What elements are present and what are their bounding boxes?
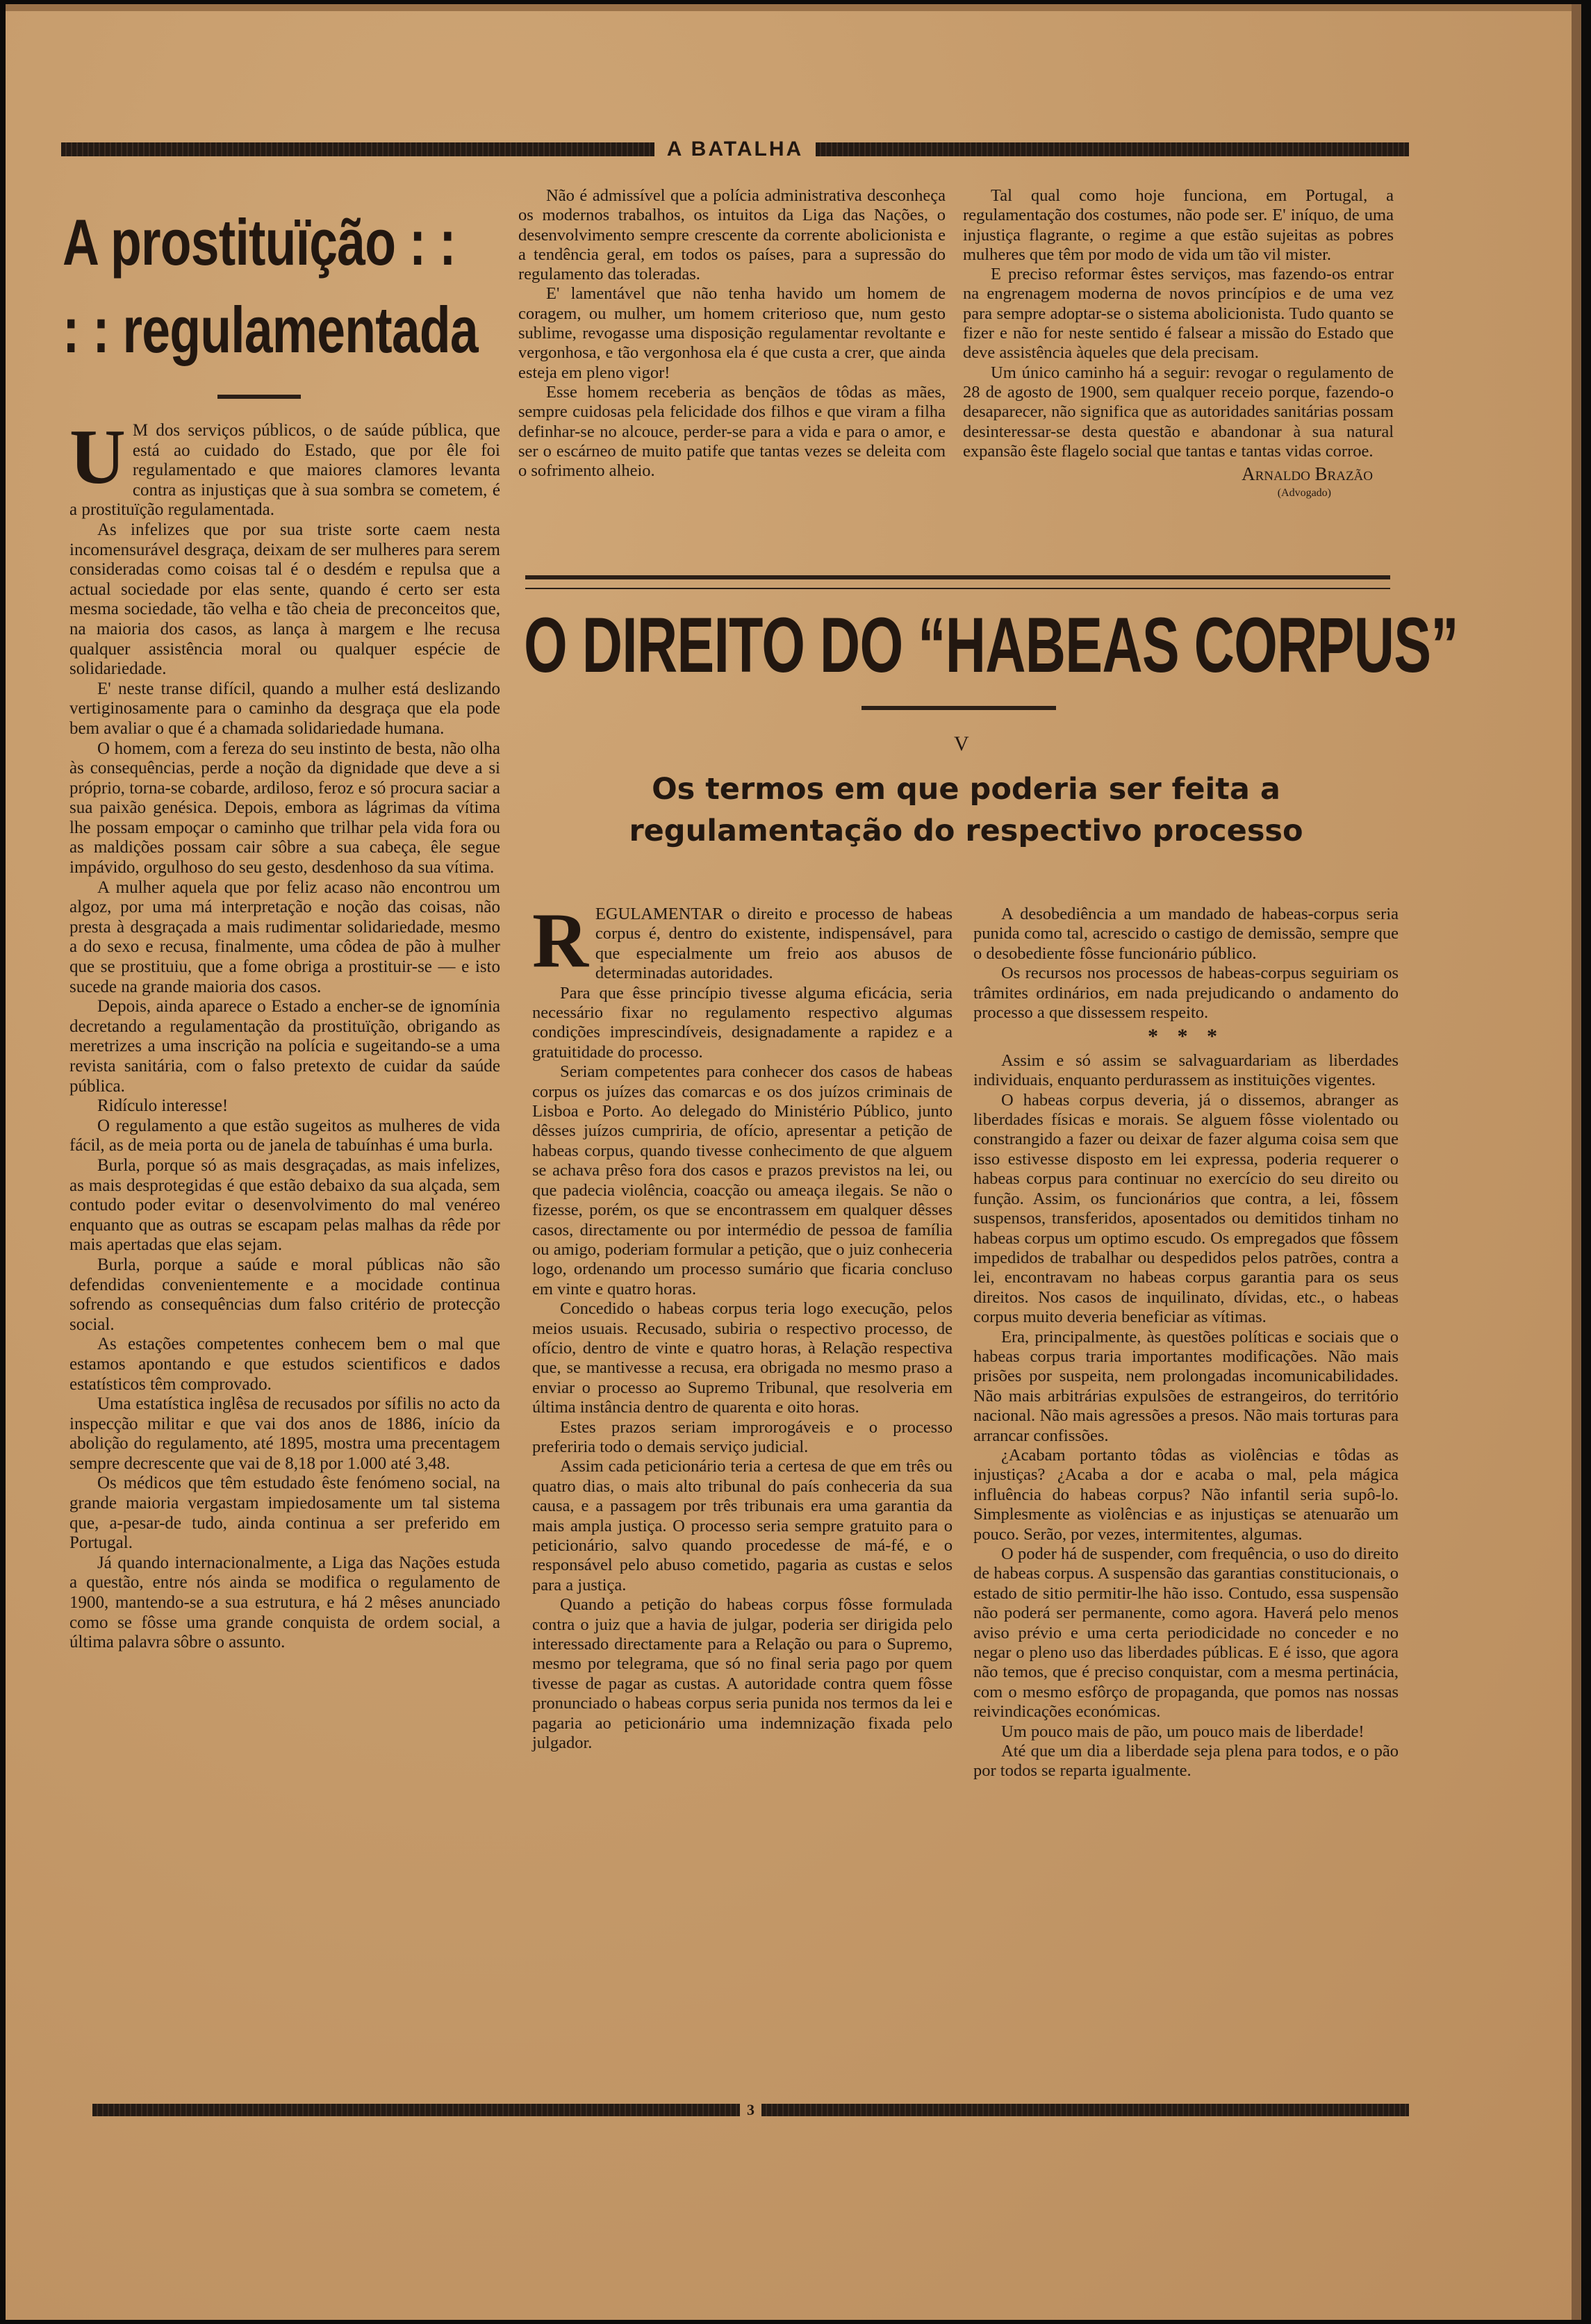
article2-para-1: REGULAMENTAR o direito e processo de habeas corpus é, dentro do existente, indispensável, para que especialmente um freio aos abusos de determinadas autoridades. — [532, 898, 953, 984]
article2-title-rule — [862, 706, 1056, 710]
article2-column2 — [973, 905, 1399, 1781]
article2-dropcap: R — [532, 898, 588, 984]
article2-para-2: Para que êsse princípio tivesse alguma eficácia, seria necessário fixar no regulamento respectivo algumas condições imprescindíveis, designadamente a rapidez e a gratuitidade do processo. — [532, 983, 953, 1062]
article2-part-number: V — [954, 732, 969, 755]
page-edge-top — [6, 4, 1581, 11]
article1-author-title: (Advogado) — [1277, 487, 1331, 500]
article1-dropcap: U — [69, 414, 126, 500]
article2-para-8: A desobediência a um mandado de habeas-corpus seria punida como tal, acrescido o castigo de demissão, sempre que o desobediente fôsse funcionário público. — [973, 905, 1399, 963]
article1-para-4: O homem, com a fereza do seu instinto de besta, não olha às consequências, perde a noção da dignidade que deve a si próprio, torna-se cobarde, ardiloso, feroz e só procura saciar a sua paixão genésica. Depois, embora as lágrimas da vítima lhe possam empoçar o caminho que trilhar pela vida fora ou as maldições possam cair sôbre a sua cabeça, êle segue impávido, orgulhoso do seu gesto, desdenhoso da sua vítima. — [69, 739, 500, 877]
article2-asterism: * * * — [1148, 1025, 1224, 1048]
article1-headline-line2: : : regulamentada — [63, 293, 478, 366]
article1-para-10: Burla, porque a saúde e moral públicas não são defendidas convenientemente e a mocidade continua sofrendo as consequências dum falso critério de protecção social. — [69, 1255, 500, 1334]
article1-para-12: Uma estatística inglêsa de recusados por sífilis no acto da inspecção militar e que vai dos anos de 1886, início da abolição do regulamento, até 1895, mostra uma precentagem sempre decrescente que vai de 8,18 por 1.000 até 3,48. — [69, 1394, 500, 1473]
article1-para-13: Os médicos que têm estudado êste fenómeno social, na grande maioria vergastam impiedosamente um tal sistema que, a-pesar-de tudo, ainda continua a ser preferido em Portugal. — [69, 1474, 500, 1553]
article2-top-rule — [525, 575, 1390, 589]
article1-para-5: A mulher aquela que por feliz acaso não encontrou um algoz, por uma má interpretação e noção das coisas, não presta à desgraçada a mais rudimentar solidariedade, mesmo a do sexo e recusa, finalmente, uma côdea de pão à mulher que se prostituiu, que a fome obriga a prostituir-se — e isto sucede na grande maioria dos casos. — [69, 877, 500, 996]
article1-para-1: U M dos serviços públicos, o de saúde pública, que está ao cuidado do Estado, que por êle foi regulamentado e que maiores clamores levanta contra as injustiças que à sua sombra se cometem, é a prostituïção regulamentada. — [69, 414, 500, 520]
article1-para-17: Esse homem receberia as bençãos de tôdas as mães, sempre cuidosas pela felicidade dos filhos e que viram a filha definhar-se no alcouce, perder-se para a vida e para o amor, e ser o escárneo de muito patife que tantas vezes se deleita com o sofrimento alheio. — [518, 382, 946, 481]
article1-column2 — [518, 186, 946, 481]
page-number: 3 — [747, 2101, 755, 2118]
newspaper-page — [6, 4, 1581, 2320]
article2-subheading — [534, 768, 1399, 852]
article1-column3 — [963, 186, 1394, 504]
article2-column1 — [532, 898, 953, 1753]
article2-para-13: ¿Acabam portanto tôdas as violências e tôdas as injustiças? ¿Acaba a dor e acaba o mal, pela mágica influência do habeas corpus? Não infantil seria supô-lo. Simplesmente as violências e as injustiças se atenuarão um pouco. Serão, por vezes, intermitentes, algumas. — [973, 1445, 1399, 1544]
article1-headline — [63, 199, 478, 374]
article1-para-14: Já quando internacionalmente, a Liga das Nações estuda a questão, entre nós ainda se modifica o regulamento de 1900, mantendo-se a sua estrutura, e há 2 mêses anunciado como se fôsse uma grande conquista de ordem social, a última palavra sôbre o assunto. — [69, 1553, 500, 1652]
article2-para-7: Quando a petição do habeas corpus fôsse formulada contra o juiz que a havia de julgar, poderia ser dirigida pelo interessado directamente para a Relação ou para o Supremo, mesmo por telegrama, que só no final seria pago por quem tivesse de pagar as custas. A autoridade contra quem fôsse pronunciado o habeas corpus seria punida nos termos da lei e pagaria ao peticionário uma indemnização fixada pelo julgador. — [532, 1595, 953, 1753]
article1-title-rule — [217, 395, 301, 399]
article1-headline-line1: A prostituïção : : — [63, 206, 456, 279]
article2-para-9: Os recursos nos processos de habeas-corpus seguiriam os trâmites ordinários, em nada prejudicando o andamento do processo a que dissessem respeito. — [973, 964, 1399, 1023]
article1-para-18: Tal qual como hoje funciona, em Portugal, a regulamentação dos costumes, não pode ser. E' iníquo, de uma injustiça flagrante, o regime a que estão sujeitas as pobres mulheres que têm por modo de vida um tão vil mister. — [963, 186, 1394, 264]
footer-rule-right — [761, 2104, 1409, 2116]
article1-para-15: Não é admissível que a polícia administrativa desconheça os modernos trabalhos, os intuitos da Liga das Nações, o desenvolvimento sempre crescente da corrente abolicionista e a tendência geral, em todos os países, para a supressão do regulamento das toleradas. — [518, 186, 946, 284]
article1-para-7: Ridículo interesse! — [97, 1096, 229, 1116]
article2-para-3: Seriam competentes para conhecer dos casos de habeas corpus os juízes das comarcas e os dos juízos criminais de Lisboa e Porto. Ao delegado do Ministério Público, junto dêsses juízos cumpriria, de ofício, apresentar a petição de habeas corpus, quando tivesse conhecimento de que alguem se achava prêso fora dos casos e prazos previstos na lei, ou que padecia violência, coacção ou ameaça ilegais. Se não o fizesse, porém, os que se encontrassem em qualquer dêsses casos, directamente ou por intermédio de pessoa de família ou amigo, poderiam formular a petição, que o juiz conheceria logo, ordenando um processo sumário que ficaria concluso em vinte e quatro horas. — [532, 1062, 953, 1299]
footer-rule-left — [92, 2104, 740, 2116]
article2-para-16: Até que um dia a liberdade seja plena para todos, e o pão por todos se reparta igualmente. — [973, 1742, 1399, 1781]
masthead-rule-left — [61, 142, 654, 156]
article1-para-16: E' lamentável que não tenha havido um homem de coragem, ou mulher, um homem criterioso que, num gesto sublime, revogasse uma disposição regulamentar revoltante e vergonhosa, e tão vergonhosa ela é que custa a crer, que ainda esteja em pleno vigor! — [518, 284, 946, 382]
article2-para-11: O habeas corpus deveria, já o dissemos, abranger as liberdades físicas e morais. Se alguem fôsse violentado ou constrangido a fazer ou deixar de fazer alguma coisa sem que isso estivesse disposto em lei expressa, poderia requerer o habeas corpus para continuar no exercício do seu direito ou função. Assim, os funcionários que contra, a lei, fôssem suspensos, transferidos, aposentados ou demitidos tinham no habeas corpus um optimo escudo. Os empregados que fôssem impedidos de trabalhar ou despedidos pelos patrões, contra a lei, encontravam no habeas corpus garantia para os seus direitos. Nos casos de inquilinato, dívidas, etc., o habeas corpus muito deveria beneficiar as vítimas. — [973, 1090, 1399, 1327]
article2-subheading-line2: regulamentação do respectivo processo — [629, 814, 1303, 848]
article2-para-5: Estes prazos seriam improrogáveis e o processo preferiria todo o demais serviço judicial. — [532, 1417, 953, 1456]
article2-para-12: Era, principalmente, às questões políticas e sociais que o habeas corpus traria importantes modificações. Não mais prisões por suspeita, nem prolongadas incomunicabilidades. Não mais arbitrárias expulsões de estrangeiros, do território nacional. Não mais agressões a presos. Não mais torturas para arrancar confissões. — [973, 1327, 1399, 1445]
article2-para-4: Concedido o habeas corpus teria logo execução, pelos meios usuais. Recusado, subiria o respectivo processo, de ofício, dentro de vinte e quatro horas, à Relação respectiva que, se mantivesse a recusa, era obrigada no mesmo praso a enviar o processo ao Supremo Tribunal, que resolveria em última instância dentro de quarenta e oito horas. — [532, 1299, 953, 1417]
article2-para-6: Assim cada peticionário teria a certesa de que em três ou quatro dias, o mais alto tribunal do país conheceria da sua causa, e a passagem por três tribunais era uma garantia da mais ampla justiça. O processo seria sempre gratuito para o peticionário, salvo quando procedesse de má-fé, e o responsável pelo abuso cometido, pagaria as custas e selos para a justiça. — [532, 1457, 953, 1594]
masthead-rule-right — [816, 142, 1409, 156]
article2-para-15: Um pouco mais de pão, um pouco mais de liberdade! — [1001, 1722, 1365, 1741]
article1-para-20: Um único caminho há a seguir: revogar o regulamento de 28 de agosto de 1900, sem qualquer receio porque, fazendo-o desaparecer, não significa que as autoridades sanitárias possam desinteressar-se desta questão e abandonar à sua natural expansão êste flagelo social que tantas e tantas vidas corroe. — [963, 363, 1394, 461]
article2-para-14: O poder há de suspender, com frequência, o uso do direito de habeas corpus. A suspensão das garantias constitucionais, o estado de sitio permitir-lhe hão isso. Contudo, essa suspensão não poderá ser permanente, como agora. Haverá pelo menos aviso prévio e uma certa periodicidade no conceder e no negar o pleno uso das liberdades públicas. E é isso, que agora não temos, que é preciso conquistar, com a mesma pertinácia, com o mesmo esfôrço de propaganda, que pomos nas nossas reivindicações económicas. — [973, 1544, 1399, 1722]
article1-para-3: E' neste transe difícil, quando a mulher está deslizando vertiginosamente para o caminho da desgraça que ela pode bem avaliar o que é a chamada solidariedade humana. — [69, 679, 500, 738]
article1-para-9: Burla, porque só as mais desgraçadas, as mais infelizes, as mais desprotegidas é que estão debaixo da sua alçada, sem contudo poder evitar o desenvolvimento do mal venéreo enquanto que as outras se escapam pelas malhas da rêde por mais apertadas que elas sejam. — [69, 1155, 500, 1255]
article1-para-19: E preciso reformar êstes serviços, mas fazendo-os entrar na engrenagem moderna de novos princípios e de uma vez para sempre adoptar-se o sistema abolicionista. Tudo quanto se fizer e não for neste sentido é falsear a missão do Estado que deve assistência àqueles que dela precisam. — [963, 265, 1394, 363]
article1-para-6: Depois, ainda aparece o Estado a encher-se de ignomínia decretando a regulamentação da prostituïção, obrigando as meretrizes a uma inscrição na polícia e sugeitando-se a uma revista sanitária, com o falso pretexto de cuidar da saúde pública. — [69, 997, 500, 1096]
article1-para-11: As estações competentes conhecem bem o mal que estamos apontando e que estudos scientificos e dados estatísticos têm comprovado. — [69, 1335, 500, 1394]
masthead — [61, 138, 1409, 161]
article1-column1 — [69, 414, 500, 1653]
article1-para-2: As infelizes que por sua triste sorte caem nesta incomensurável desgraça, deixam de ser mulheres para serem consideradas como coisas tal é o desdém e repulsa que a actual sociedade por elas sente, quando é certo ser esta mesma sociedade, tão velha e tão cheia de preconceitos que, na maioria dos casos, as lança à margem e lhe recusa qualquer assistência moral ou qualquer espécie de solidariedade. — [69, 520, 500, 679]
page-edge-right — [1572, 4, 1581, 2320]
footer-bar — [92, 2102, 1409, 2118]
article2-para-10: Assim e só assim se salvaguardariam as liberdades individuais, enquanto perdurassem as instituições vigentes. — [973, 1050, 1399, 1090]
article2-subheading-line1: Os termos em que poderia ser feita a — [652, 772, 1280, 807]
article1-para-8: O regulamento a que estão sugeitos as mulheres de vida fácil, as de meia porta ou de janela de tabuínhas é uma burla. — [69, 1116, 500, 1155]
article2-headline: O DIREITO DO “HABEAS CORPUS” — [524, 602, 1458, 689]
article1-author: Arnaldo Brazão — [1242, 463, 1373, 485]
masthead-title: A BATALHA — [666, 138, 804, 160]
